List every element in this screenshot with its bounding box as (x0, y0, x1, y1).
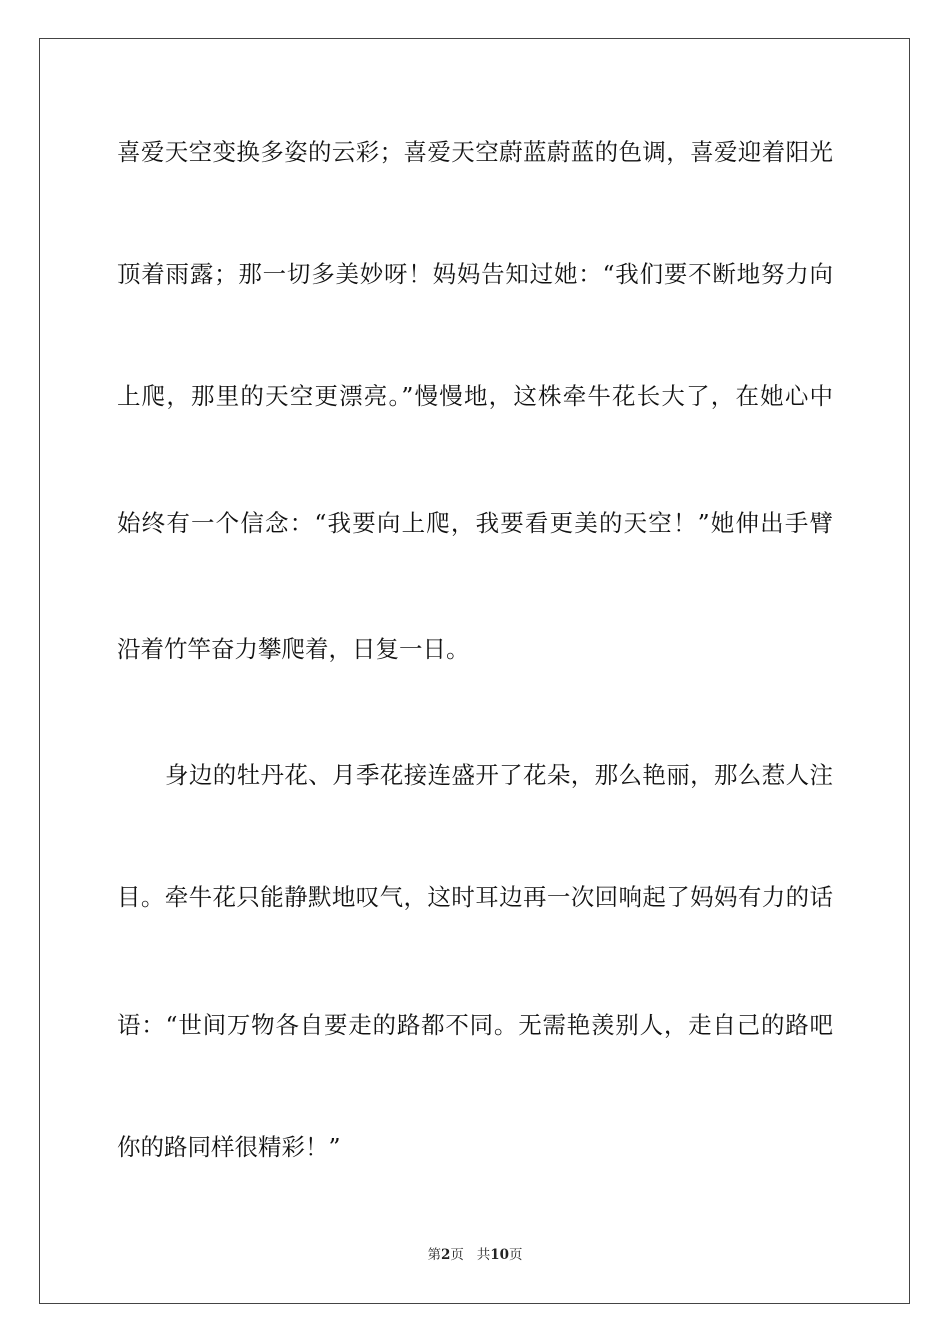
text-line: 始终有一个信念：“我要向上爬，我要看更美的天空！”她伸出手臂 (117, 509, 833, 537)
page-label-prefix: 第 (427, 1247, 441, 1263)
page-footer (0, 1246, 950, 1264)
total-label-suffix: 页 (509, 1247, 523, 1263)
text-line: 语：“世间万物各自要走的路都不同。无需艳羡别人，走自己的路吧 (117, 1011, 833, 1039)
total-pages: 10 (490, 1247, 510, 1263)
text-line: 顶着雨露；那一切多美妙呀！妈妈告知过她：“我们要不断地努力向 (117, 260, 833, 288)
text-line: 沿着竹竿奋力攀爬着，日复一日。 (117, 635, 470, 663)
text-line: 目。牵牛花只能静默地叹气，这时耳边再一次回响起了妈妈有力的话 (117, 883, 833, 911)
paragraph-first-line: 身边的牡丹花、月季花接连盛开了花朵，那么艳丽，那么惹人注 (165, 761, 833, 789)
page-label-suffix: 页 (450, 1247, 464, 1263)
text-line: 上爬，那里的天空更漂亮。”慢慢地，这株牵牛花长大了，在她心中 (117, 382, 833, 410)
text-line: 喜爱天空变换多姿的云彩；喜爱天空蔚蓝蔚蓝的色调，喜爱迎着阳光 (117, 138, 833, 166)
page-number: 2 (440, 1247, 451, 1263)
text-line: 你的路同样很精彩！” (117, 1133, 341, 1161)
total-label-prefix: 共 (476, 1247, 491, 1263)
page-border (39, 38, 910, 1304)
